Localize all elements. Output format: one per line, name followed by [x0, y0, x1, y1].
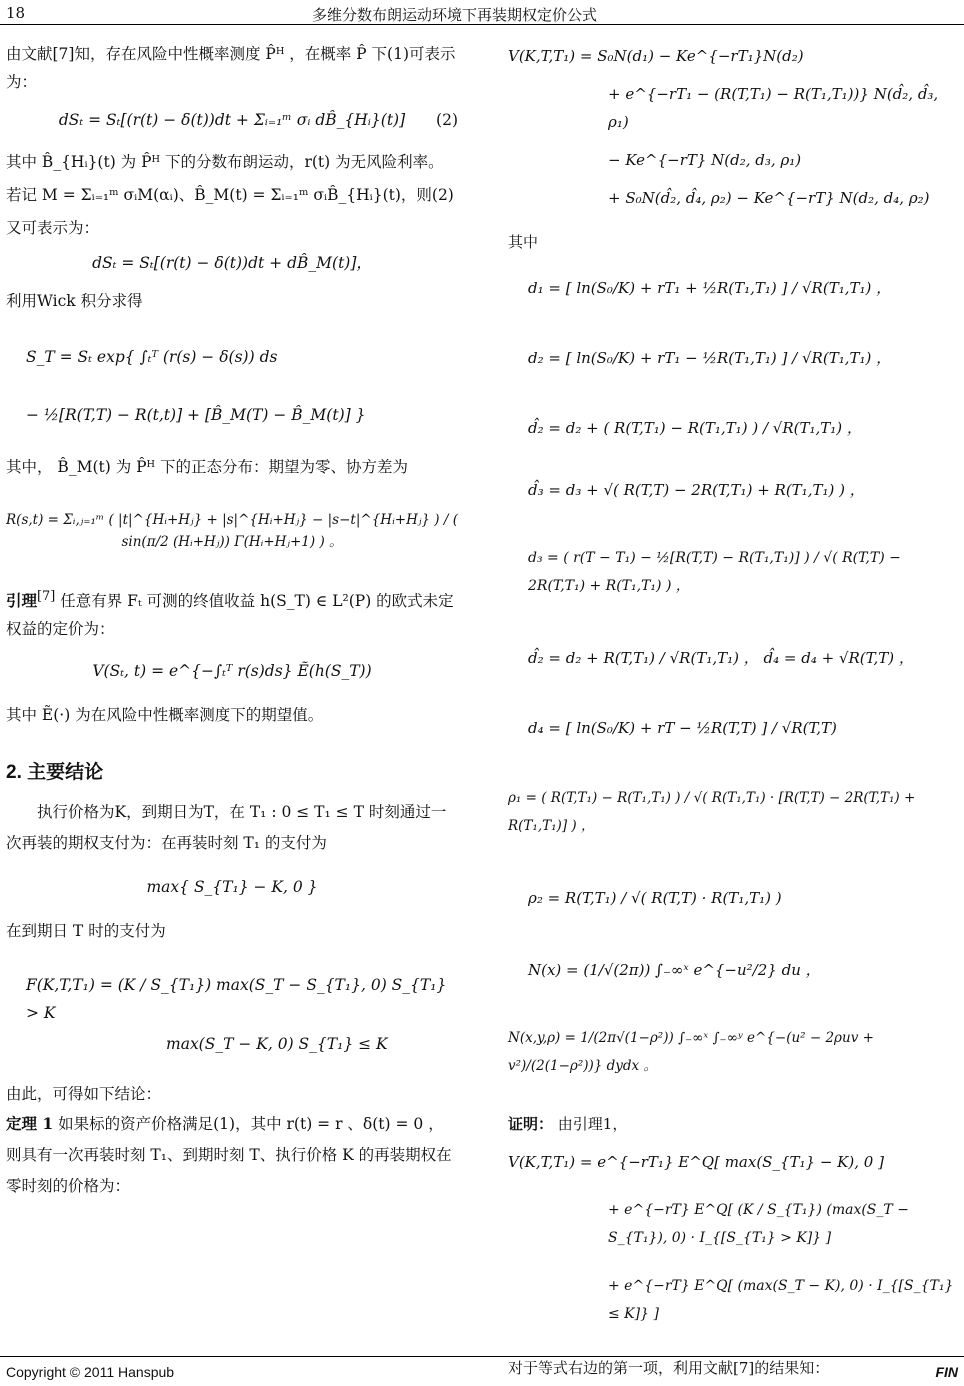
- price-line-4: + S₀N(d̂₂, d̂₄, ρ₂) − Ke^{−rT} N(d₂, d₄, ρ₂): [608, 189, 930, 207]
- proof-line-3: + e^{−rT} E^Q[ (max(S_T − K), 0) · I_{[S_{T₁} ≤ K]} ]: [608, 1278, 954, 1322]
- label-where: 其中: [508, 233, 539, 251]
- paragraph-expectation: 其中 Ẽ(·) 为在风险中性概率测度下的期望值。: [6, 706, 324, 725]
- proof-label: 证明：: [508, 1115, 554, 1133]
- equation-2-body: dSₜ = Sₜ[(r(t) − δ(t))dt + Σᵢ₌₁ᵐ σᵢ dB̂_{Hᵢ}(t)]: [58, 111, 406, 129]
- paragraph-conclusion: 由此，可得如下结论：: [6, 1085, 162, 1104]
- lemma: [6, 583, 458, 643]
- formula-rho1: ρ₁ = ( R(T,T₁) − R(T₁,T₁) ) / √( R(T₁,T₁) · [R(T,T) − 2R(T,T₁) + R(T₁,T₁)] ) ，: [508, 790, 916, 834]
- paragraph-fbm-def: 其中 B̂_{Hᵢ}(t) 为 P̂ᴴ 下的分数布朗运动，r(t) 为无风险利率。若记 M = Σᵢ₌₁ᵐ σᵢM(αᵢ)、B̂_M(t) = Σᵢ₌₁ᵐ σᵢB̂_{Hᵢ}(t)，则(2)又可表示为：: [6, 153, 454, 237]
- right-column: [508, 34, 958, 1382]
- paragraph-measure: 由文献[7]知，存在风险中性概率测度 P̂ᴴ ，在概率 P̂ 下(1)可表示为：: [6, 45, 456, 91]
- equation-8-line2: max(S_T − K, 0) S_{T₁} ≤ K: [166, 1035, 388, 1054]
- price-line-1: V(K,T,T₁) = S₀N(d₁) − Ke^{−rT₁}N(d₂): [508, 47, 804, 65]
- paragraph-covariance: 其中， B̂_M(t) 为 P̂ᴴ 下的正态分布：期望为零、协方差为: [6, 458, 408, 476]
- lemma-text: 任意有界 Fₜ 可测的终值收益 h(S_T) ∈ L²(P) 的欧式未定权益的定价为：: [6, 592, 454, 639]
- footer-journal: FIN: [935, 1364, 958, 1380]
- formula-d3: d₃ = ( r(T − T₁) − ½[R(T,T) − R(T₁,T₁)] ) / √( R(T,T) − 2R(T,T₁) + R(T₁,T₁) ) ，: [528, 550, 901, 594]
- formula-d2-hat-d4-hat: d̂₂ = d₂ + R(T,T₁) / √R(T₁,T₁) ， d̂₄ = d₄ + √R(T,T) ，: [528, 649, 914, 667]
- paragraph-payoff: 执行价格为K，到期日为T，在 T₁ : 0 ≤ T₁ ≤ T 时刻通过一次再装的期权支付为：在再装时刻 T₁ 的支付为: [6, 803, 447, 853]
- theorem-text: 如果标的资产价格满足(1)，其中 r(t) = r 、δ(t) = 0 ，则具有一次再装时刻 T₁、到期时刻 T、执行价格 K 的再装期权在零时刻的价格为：: [6, 1115, 452, 1196]
- formula-d2: d₂ = [ ln(S₀/K) + rT₁ − ½R(T₁,T₁) ] / √R(T₁,T₁) ，: [528, 349, 892, 367]
- formula-d4: d₄ = [ ln(S₀/K) + rT − ½R(T,T) ] / √R(T,T): [528, 719, 837, 737]
- proof: [508, 1110, 958, 1138]
- theorem-label: 定理 1: [6, 1114, 54, 1134]
- proof-text: 由引理1，: [557, 1115, 628, 1133]
- equation-2-number: (2): [436, 111, 458, 129]
- equation-7: max{ S_{T₁} − K, 0 }: [146, 878, 318, 897]
- footer-rule: [0, 1356, 964, 1357]
- left-column: [6, 34, 458, 1202]
- page-number: 18: [6, 4, 26, 22]
- formula-normal-cdf: N(x) = (1/√(2π)) ∫₋∞ˣ e^{−u²/2} du ，: [528, 961, 821, 979]
- equation-3: dSₜ = Sₜ[(r(t) − δ(t))dt + dB̂_M(t)]，: [92, 254, 372, 272]
- equation-5: R(s,t) = Σᵢ,ⱼ₌₁ᵐ ( |t|^{Hᵢ+Hⱼ} + |s|^{Hᵢ+Hⱼ} − |s−t|^{Hᵢ+Hⱼ} ) / ( sin(π/2 (Hᵢ+Hⱼ)) Γ(Hᵢ+Hⱼ+1) ) 。: [6, 512, 458, 550]
- section-heading: 2. 主要结论: [6, 762, 104, 784]
- formula-d1: d₁ = [ ln(S₀/K) + rT₁ + ½R(T₁,T₁) ] / √R(T₁,T₁) ，: [528, 279, 892, 297]
- proof-line-1: V(K,T,T₁) = e^{−rT₁} E^Q[ max(S_{T₁} − K), 0 ]: [508, 1153, 884, 1171]
- equation-4-line2: − ½[R(T,T) − R(t,t)] + [B̂_M(T) − B̂_M(t)] }: [26, 406, 366, 424]
- theorem-1: [6, 1108, 458, 1202]
- paragraph-first-term: 对于等式右边的第一项，利用文献[7]的结果知：: [508, 1359, 830, 1377]
- lemma-ref: [7]: [37, 589, 56, 604]
- equation-6: V(Sₜ, t) = e^{−∫ₜᵀ r(s)ds} Ẽ(h(S_T)): [92, 662, 372, 681]
- equation-8-line1: F(K,T,T₁) = (K / S_{T₁}) max(S_T − S_{T₁}, 0) S_{T₁} > K: [26, 976, 447, 1023]
- proof-line-2: + e^{−rT} E^Q[ (K / S_{T₁}) (max(S_T − S_{T₁}), 0) · I_{[S_{T₁} > K]} ]: [608, 1202, 909, 1246]
- paragraph-wick: 利用Wick 积分求得: [6, 292, 143, 310]
- running-title: 多维分数布朗运动环境下再装期权定价公式: [312, 6, 598, 24]
- formula-d3-hat: d̂₃ = d₃ + √( R(T,T) − 2R(T,T₁) + R(T₁,T₁) ) ，: [528, 481, 865, 499]
- paragraph-maturity-payoff: 在到期日 T 时的支付为: [6, 922, 166, 941]
- formula-rho2: ρ₂ = R(T,T₁) / √( R(T,T) · R(T₁,T₁) ): [528, 889, 782, 907]
- equation-4-line1: S_T = Sₜ exp{ ∫ₜᵀ (r(s) − δ(s)) ds: [26, 348, 278, 366]
- equation-2: [6, 106, 458, 134]
- formula-bivariate-cdf: N(x,y,ρ) = 1/(2π√(1−ρ²)) ∫₋∞ˣ ∫₋∞ʸ e^{−(u² − 2ρuv + v²)/(2(1−ρ²))} dydx 。: [508, 1030, 874, 1074]
- footer-copyright: Copyright © 2011 Hanspub: [6, 1364, 175, 1380]
- lemma-label: 引理: [6, 591, 38, 611]
- header-rule: [0, 24, 964, 25]
- price-line-3: − Ke^{−rT} N(d₂, d₃, ρ₁): [608, 151, 802, 169]
- formula-d2-hat: d̂₂ = d₂ + ( R(T,T₁) − R(T₁,T₁) ) / √R(T₁,T₁) ，: [528, 419, 862, 437]
- price-line-2: + e^{−rT₁ − (R(T,T₁) − R(T₁,T₁))} N(d̂₂, d̂₃, ρ₁): [608, 85, 939, 131]
